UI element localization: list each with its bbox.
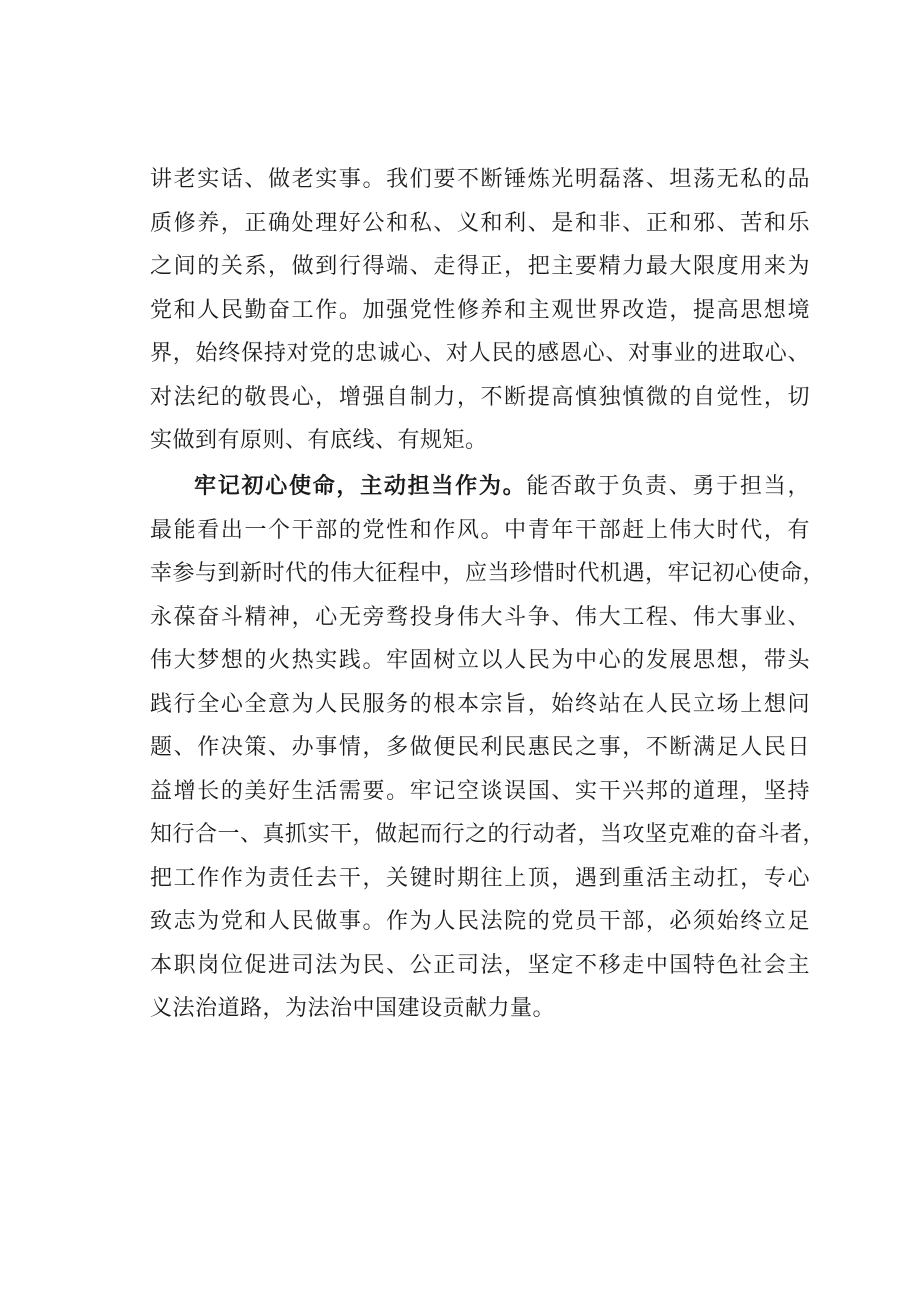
paragraph-line: 最能看出一个干部的党性和作风。中青年干部赶上伟大时代，有 bbox=[150, 517, 810, 543]
paragraph-line: 永葆奋斗精神，心无旁骛投身伟大斗争、伟大工程、伟大事业、 bbox=[150, 604, 810, 630]
paragraph-line: 把工作作为责任去干，关键时期往上顶，遇到重活主动扛，专心 bbox=[150, 865, 810, 891]
paragraph-heading: 牢记初心使命，主动担当作为。 bbox=[194, 474, 527, 499]
paragraph-line: 质修养，正确处理好公和私、义和利、是和非、正和邪、苦和乐 bbox=[150, 210, 810, 236]
paragraph-first-line bbox=[150, 465, 810, 509]
paragraph-line: 致志为党和人民做事。作为人民法院的党员干部，必须始终立足 bbox=[150, 909, 810, 934]
paragraph-line: 本职岗位促进司法为民、公正司法，坚定不移走中国特色社会主 bbox=[150, 952, 810, 978]
paragraph-line: 知行合一、真抓实干，做起而行之的行动者，当攻坚克难的奋斗者， bbox=[150, 822, 826, 847]
paragraph-line: 伟大梦想的火热实践。牢固树立以人民为中心的发展思想，带头 bbox=[150, 648, 810, 673]
paragraph-line: 党和人民勤奋工作。加强党性修养和主观世界改造，提高思想境 bbox=[150, 297, 810, 323]
paragraph-integrity bbox=[150, 158, 810, 463]
paragraph-line: 幸参与到新时代的伟大征程中，应当珍惜时代机遇，牢记初心使命， bbox=[150, 561, 826, 586]
paragraph-line: 之间的关系，做到行得端、走得正，把主要精力最大限度用来为 bbox=[150, 254, 810, 279]
paragraph-line: 践行全心全意为人民服务的根本宗旨，始终站在人民立场上想问 bbox=[150, 691, 810, 717]
paragraph-line: 讲老实话、做老实事。我们要不断锤炼光明磊落、坦荡无私的品 bbox=[150, 167, 810, 192]
paragraph-line: 义法治道路，为法治中国建设贡献力量。 bbox=[150, 996, 556, 1021]
paragraph-line: 题、作决策、办事情，多做便民利民惠民之事，不断满足人民日 bbox=[150, 735, 810, 760]
paragraph-first-line-text: 能否敢于负责、勇于担当， bbox=[526, 474, 810, 499]
paragraph-mission bbox=[150, 465, 826, 1031]
paragraph-line: 界，始终保持对党的忠诚心、对人民的感恩心、对事业的进取心、 bbox=[150, 341, 810, 366]
paragraph-line: 实做到有原则、有底线、有规矩。 bbox=[150, 428, 488, 453]
paragraph-line: 益增长的美好生活需要。牢记空谈误国、实干兴邦的道理，坚持 bbox=[150, 778, 810, 804]
paragraph-line: 对法纪的敬畏心，增强自制力，不断提高慎独慎微的自觉性，切 bbox=[150, 384, 810, 410]
